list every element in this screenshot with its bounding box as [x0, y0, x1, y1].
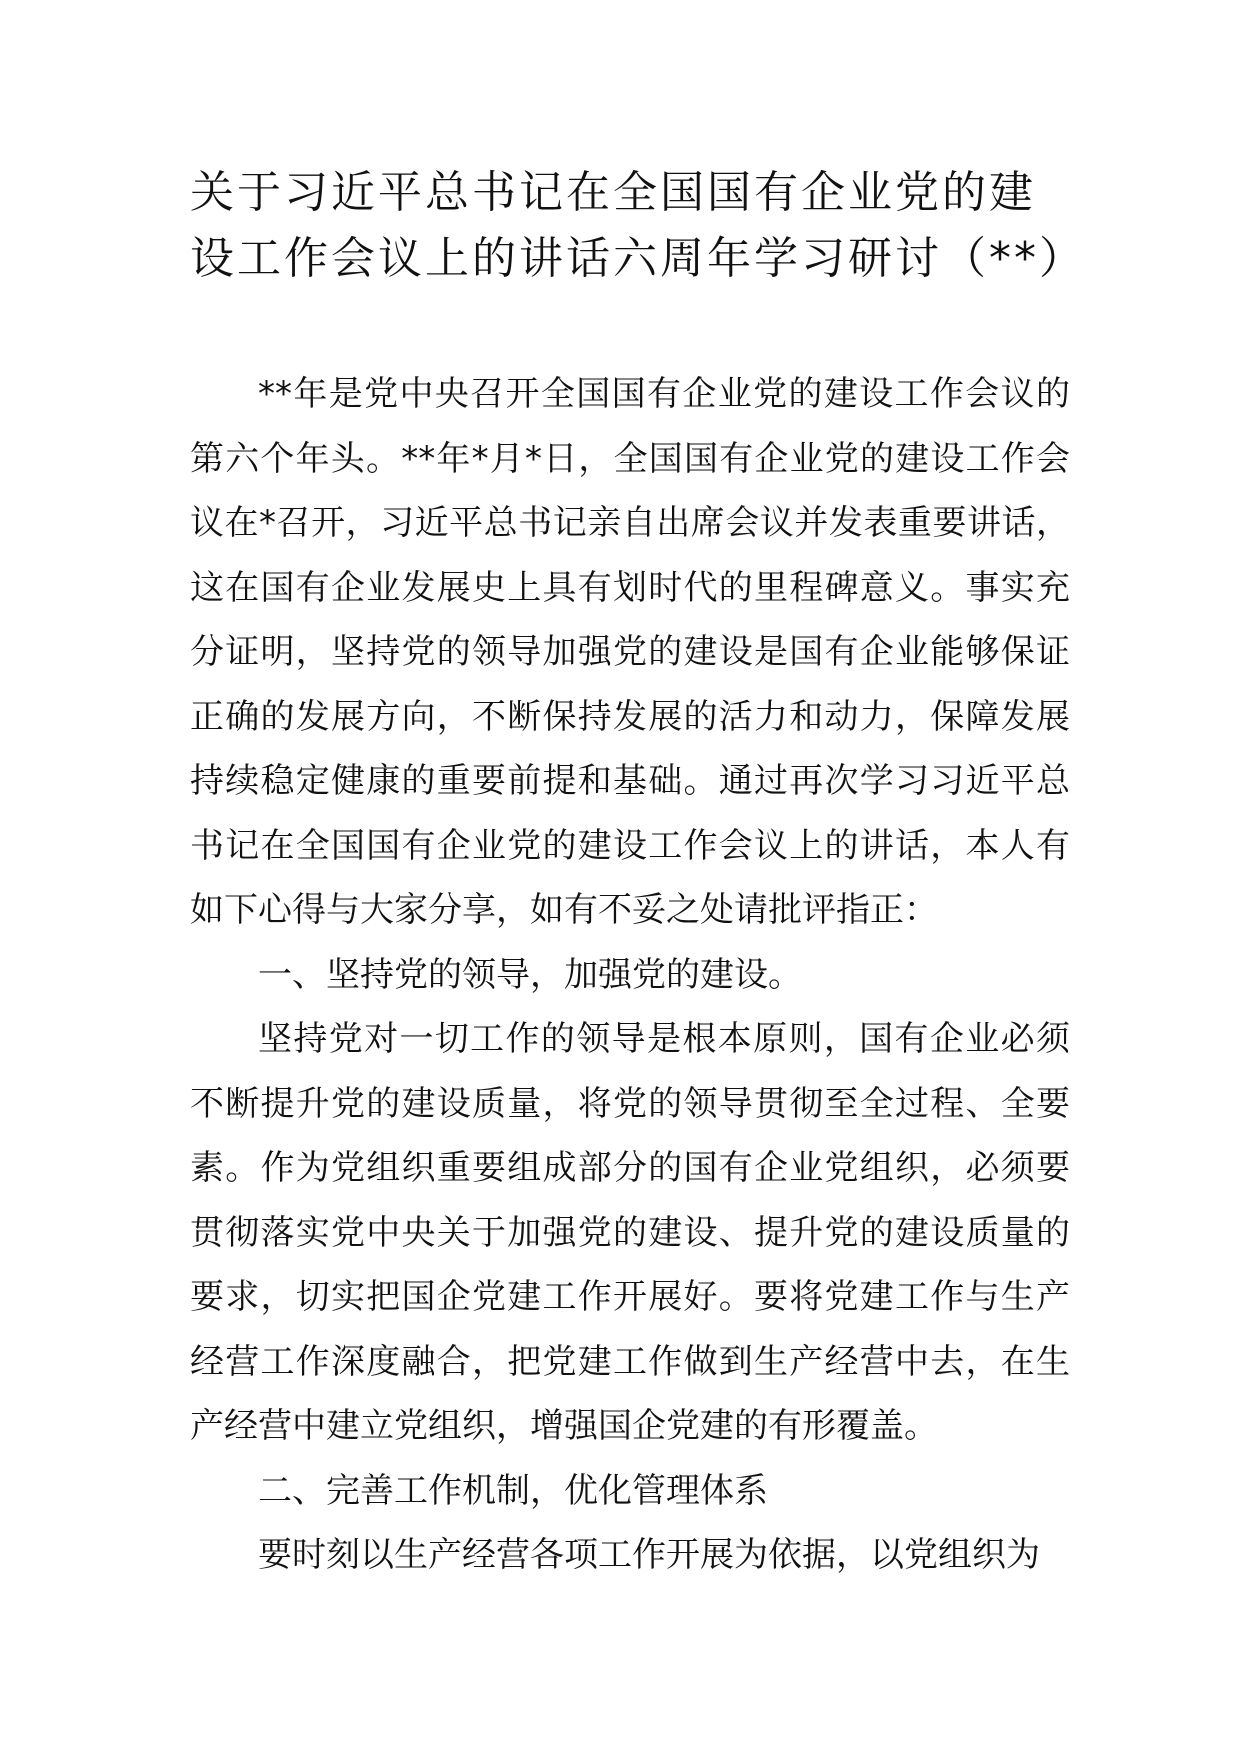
section-1-paragraph: 坚持党对一切工作的领导是根本原则，国有企业必须不断提升党的建设质量，将党的领导贯彻至全过程、全要素。作为党组织重要组成部分的国有企业党组织，必须要贯彻落实党中央关于加强党的建设、提升党的建设质量的要求，切实把国企党建工作开展好。要将党建工作与生产经营工作深度融合，把党建工作做到生产经营中去，在生产经营中建立党组织，增强国企党建的有形覆盖。 — [190, 1019, 1070, 1446]
section-2-paragraph: 要时刻以生产经营各项工作开展为依据，以党组织为 — [258, 1535, 1040, 1575]
section-heading-2: 二、完善工作机制，优化管理体系 — [258, 1470, 768, 1511]
intro-paragraph: **年是党中央召开全国国有企业党的建设工作会议的第六个年头。**年*月*日，全国国有企业党的建设工作会议在*召开，习近平总书记亲自出席会议并发表重要讲话，这在国有企业发展史上具有划时代的里程碑意义。事实充分证明，坚持党的领导加强党的建设是国有企业能够保证正确的发展方向，不断保持发展的活力和动力，保障发展持续稳定健康的重要前提和基础。通过再次学习习近平总书记在全国国有企业党的建设工作会议上的讲话，本人有如下心得与大家分享，如有不妥之处请批评指正： — [190, 374, 1070, 930]
document-body — [190, 362, 1070, 1588]
section-heading-1: 一、坚持党的领导，加强党的建设。 — [258, 954, 802, 995]
document-title: 关于习近平总书记在全国国有企业党的建设工作会议上的讲话六周年学习研讨（**） — [190, 167, 1086, 284]
